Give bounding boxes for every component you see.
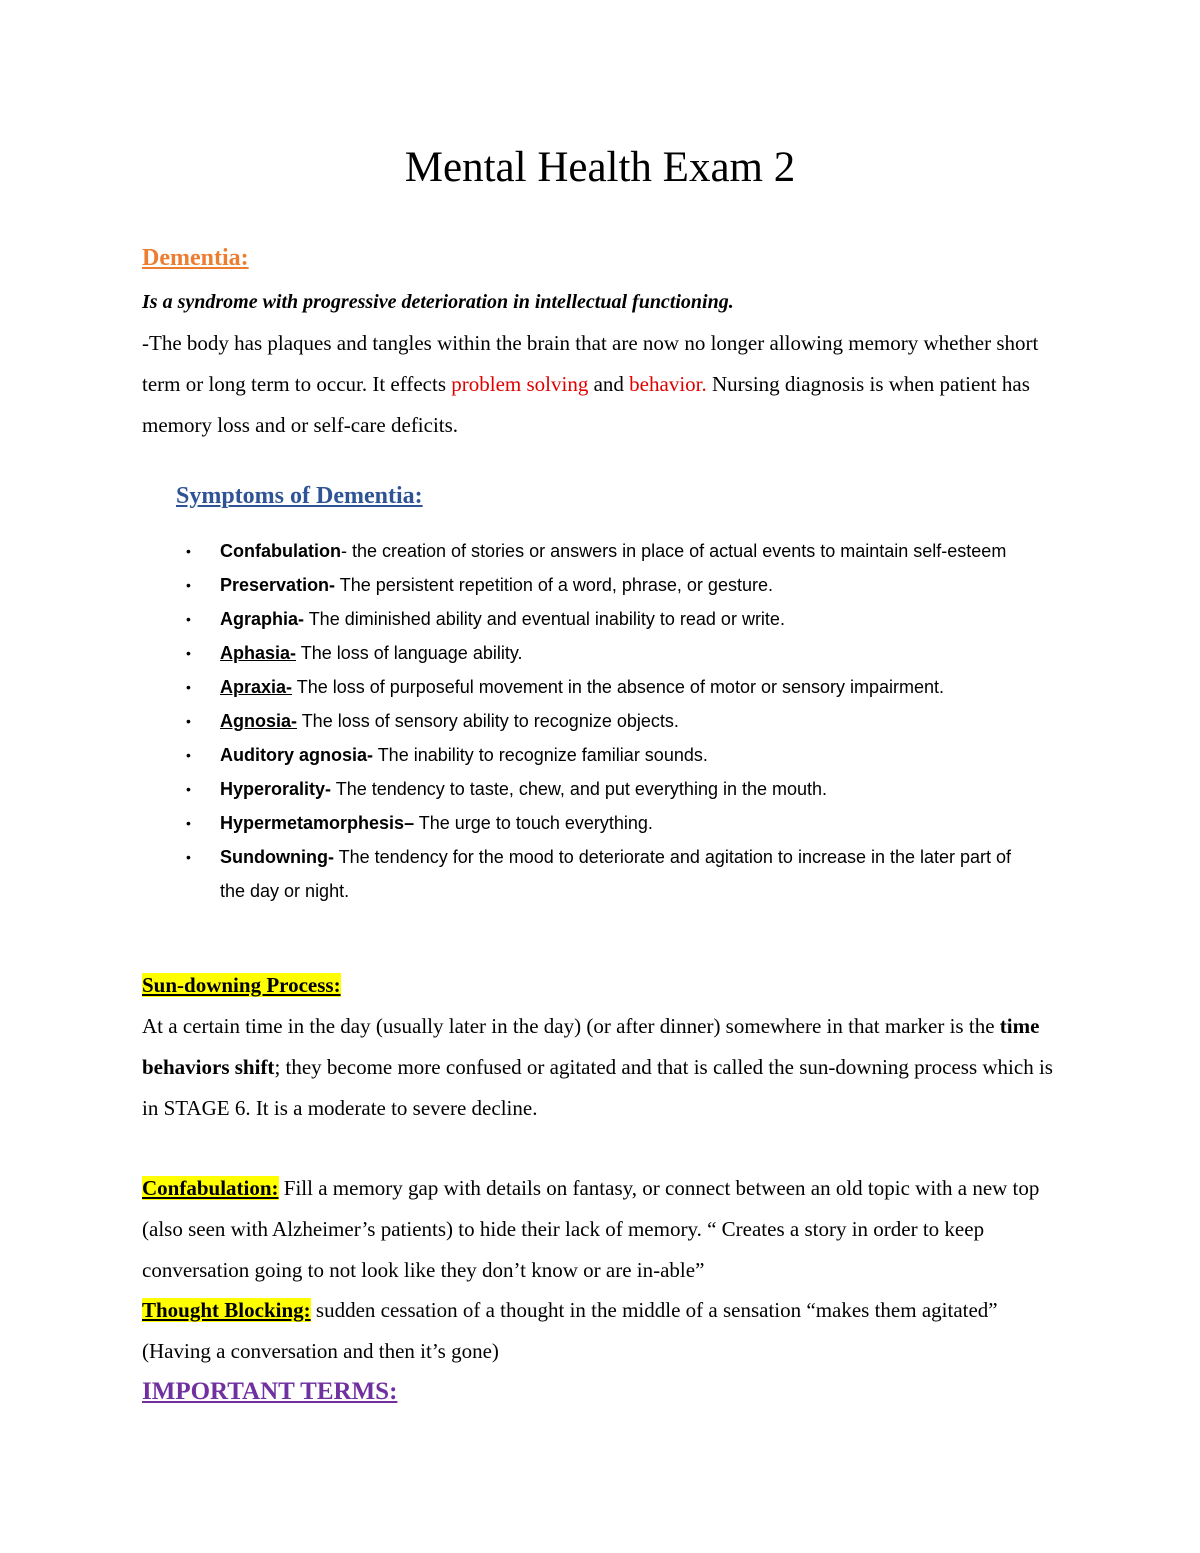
symptom-description: The loss of sensory ability to recognize objects. [297, 711, 679, 731]
sundowning-heading-label: Sun-downing Process: [142, 973, 341, 997]
symptom-term: Hyperorality- [220, 779, 332, 799]
time-behaviors-shift: time behaviors shift [142, 1014, 1040, 1079]
symptom-description: The tendency to taste, chew, and put everything in the mouth. [331, 779, 828, 799]
behavior-highlight: behavior. [629, 372, 707, 396]
symptom-term: Sundowning- [220, 847, 334, 867]
sundowning-heading [142, 969, 341, 1001]
symptom-term: Agraphia- [220, 609, 305, 629]
sundowning-paragraph [142, 1006, 1062, 1129]
important-terms-heading: IMPORTANT TERMS: [142, 1378, 398, 1405]
dementia-definition: Is a syndrome with progressive deterioration in intellectual functioning. [142, 291, 734, 313]
bullet-icon: • [186, 645, 191, 661]
symptom-term: Agnosia- [220, 711, 298, 731]
dementia-description [142, 323, 1062, 446]
symptom-term: Hypermetamorphesis– [220, 813, 415, 833]
thought-blocking-paragraph [142, 1290, 1062, 1372]
sundowning-text-end: ; they become more confused or agitated and that is called the sun-downing process which is in STAGE 6. It is a moderate to severe decline. [142, 1055, 1053, 1120]
symptom-description: The urge to touch everything. [414, 813, 653, 833]
symptoms-heading: Symptoms of Dementia: [176, 483, 423, 509]
symptom-description: The inability to recognize familiar sounds. [373, 745, 708, 765]
dementia-description-and: and [588, 372, 630, 396]
sundowning-text-start: At a certain time in the day (usually later in the day) (or after dinner) somewhere in that marker is the [142, 1014, 1000, 1038]
symptom-item [186, 738, 1040, 772]
symptom-description: - the creation of stories or answers in place of actual events to maintain self-esteem [340, 541, 1007, 561]
confabulation-label: Confabulation: [142, 1176, 279, 1200]
symptom-item [186, 772, 1040, 806]
symptom-description: The persistent repetition of a word, phrase, or gesture. [335, 575, 773, 595]
symptom-item [186, 670, 1040, 704]
document-title: Mental Health Exam 2 [404, 144, 796, 191]
bullet-icon: • [186, 577, 191, 593]
symptom-item [186, 602, 1040, 636]
bullet-icon: • [186, 747, 191, 763]
symptom-description: The loss of language ability. [296, 643, 523, 663]
symptom-term: Confabulation [220, 541, 341, 561]
confabulation-text: Fill a memory gap with details on fantasy, or connect between an old topic with a new top (also seen with Alzheimer’s patients) to hide their lack of memory. “ Creates a story in order to keep conversation going to not look like they don’t know or are in-able” [142, 1176, 1040, 1282]
symptom-description: The diminished ability and eventual inability to read or write. [304, 609, 785, 629]
bullet-icon: • [186, 611, 191, 627]
dementia-heading: Dementia: [142, 245, 249, 271]
confabulation-paragraph [142, 1168, 1062, 1291]
thought-blocking-label: Thought Blocking: [142, 1298, 311, 1322]
symptom-term: Apraxia- [220, 677, 293, 697]
bullet-icon: • [186, 679, 191, 695]
bullet-icon: • [186, 849, 191, 865]
symptom-term: Aphasia- [220, 643, 297, 663]
dementia-description-end: Nursing diagnosis is when patient has memory loss and or self-care deficits. [142, 372, 1030, 437]
thought-blocking-text: sudden cessation of a thought in the middle of a sensation “makes them agitated” (Having a conversation and then it’s gone) [142, 1298, 998, 1363]
symptom-item [186, 568, 1040, 602]
symptom-list [186, 534, 1040, 908]
bullet-icon: • [186, 713, 191, 729]
symptom-description: The tendency for the mood to deteriorate and agitation to increase in the later part of the day or night. [220, 847, 1012, 901]
symptom-item [186, 806, 1040, 840]
problem-solving-highlight: problem solving [451, 372, 589, 396]
symptom-item [186, 704, 1040, 738]
bullet-icon: • [186, 815, 191, 831]
symptom-term: Auditory agnosia- [220, 745, 374, 765]
dementia-description-start: -The body has plaques and tangles within the brain that are now no longer allowing memory whether short term or long term to occur. It effects [142, 331, 1039, 396]
bullet-icon: • [186, 781, 191, 797]
symptom-term: Preservation- [220, 575, 336, 595]
symptom-item [186, 636, 1040, 670]
symptom-item [186, 840, 1040, 908]
symptom-item [186, 534, 1040, 568]
symptom-description: The loss of purposeful movement in the absence of motor or sensory impairment. [292, 677, 945, 697]
bullet-icon: • [186, 543, 191, 559]
